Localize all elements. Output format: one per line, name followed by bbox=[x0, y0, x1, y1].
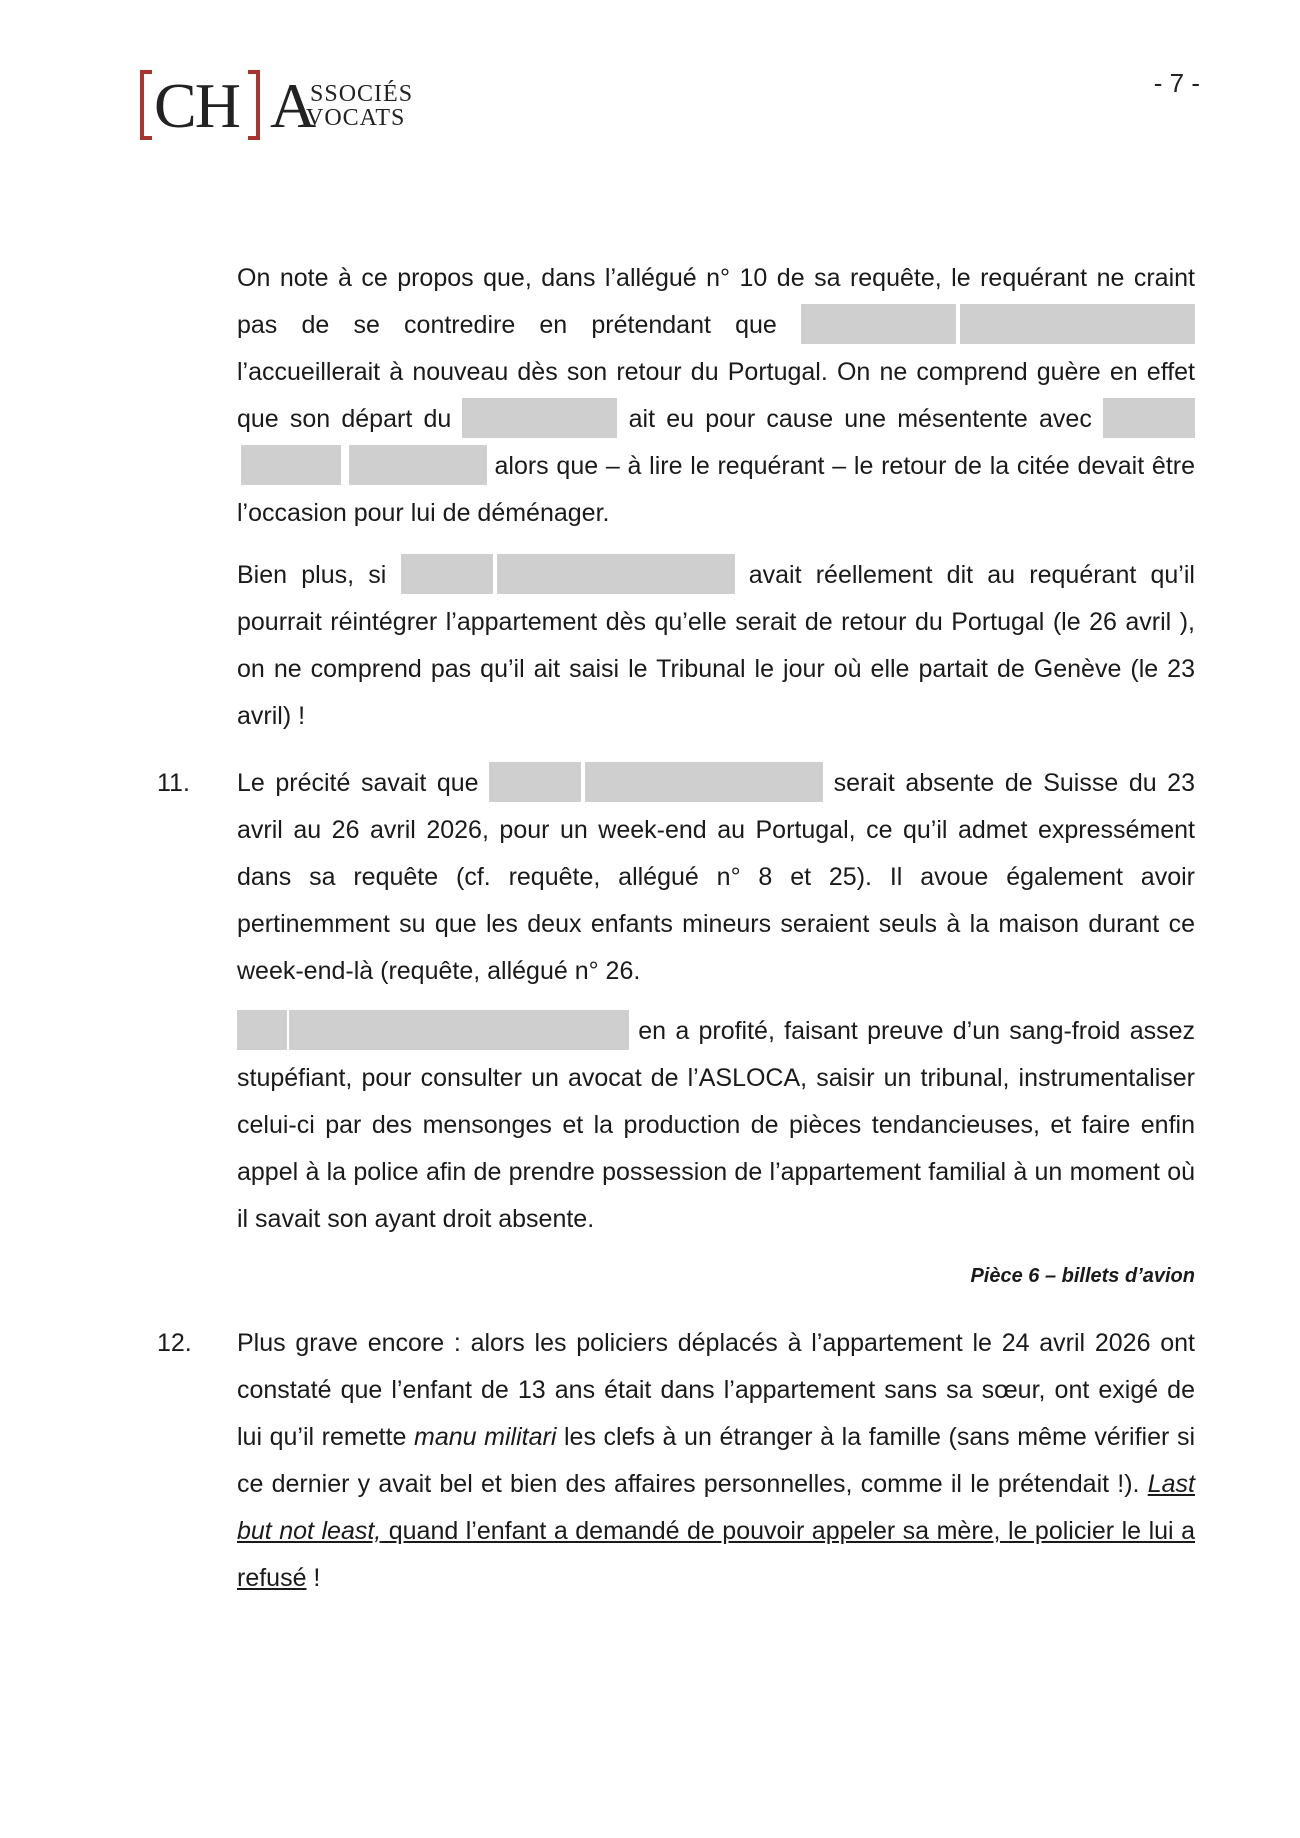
logo-associes: SSOCIÉS bbox=[310, 81, 414, 107]
s12-emphasis-2: Last but not least, bbox=[237, 1470, 1195, 1545]
p1-text-4: alors que – à lire le requérant – le retour de la citée devait être l’occasion pour lui de déménager. bbox=[237, 452, 1195, 527]
section-12-paragraph bbox=[237, 1320, 1195, 1602]
firm-logo bbox=[140, 70, 430, 142]
logo-a: A bbox=[270, 70, 317, 141]
logo-avocats: VOCATS bbox=[306, 105, 406, 131]
redaction-block bbox=[497, 554, 735, 594]
s12-text-2: les clefs à un étranger à la famille (sans même vérifier si ce dernier y avait bel et bien des affaires personnelles, comme il le prétendait !). bbox=[237, 1423, 1195, 1498]
section-number-11: 11. bbox=[157, 769, 190, 797]
redaction-block bbox=[241, 445, 341, 485]
redaction-block bbox=[489, 762, 581, 802]
redaction-block bbox=[462, 398, 617, 438]
redaction-block bbox=[349, 445, 487, 485]
section-11-paragraph bbox=[237, 760, 1195, 995]
redaction-block bbox=[960, 304, 1195, 344]
s11-text-3: en a profité, faisant preuve d’un sang-froid assez stupéfiant, pour consulter un avocat de l’ASLOCA, saisir un tribunal, instrumentaliser celui-ci par des mensonges et la production de pièces tendancieuses, et faire enfin appel à la police afin de prendre possession de l’appartement familial à un moment où il savait son ayant droit absente. bbox=[237, 1017, 1195, 1233]
page-number: - 7 - bbox=[1153, 68, 1200, 98]
redaction-block bbox=[801, 304, 956, 344]
redaction-block bbox=[401, 554, 493, 594]
logo-ch: CH bbox=[154, 70, 239, 141]
p2-text-2: avait réellement dit au requérant qu’il pourrait réintégrer l’appartement dès qu’elle serait de retour du Portugal (le 26 avril ), on ne comprend pas qu’il ait saisi le Tribunal le jour où elle partait de Genève (le 23 avril) ! bbox=[237, 561, 1195, 730]
paragraph-2 bbox=[237, 552, 1195, 740]
s12-emphasis-1: manu militari bbox=[414, 1423, 557, 1451]
redaction-block bbox=[237, 1010, 287, 1050]
section-11-paragraph-2 bbox=[237, 1008, 1195, 1243]
logo-left-bracket bbox=[140, 70, 144, 140]
redaction-block bbox=[585, 762, 823, 802]
p1-text-2: l’accueillerait à nouveau dès son retour du Portugal. On ne comprend guère en effet que son départ du bbox=[237, 358, 1195, 433]
p1-text-1: On note à ce propos que, dans l’allégué n° 10 de sa requête, le requérant ne craint pas de se contredire en prétendant que bbox=[237, 264, 1195, 339]
p2-text-1: Bien plus, si bbox=[237, 561, 401, 589]
section-number-12: 12. bbox=[157, 1329, 192, 1357]
redaction-block bbox=[289, 1010, 629, 1050]
paragraph-1 bbox=[237, 255, 1195, 537]
s11-text-2: serait absente de Suisse du 23 avril au 26 avril 2026, pour un week-end au Portugal, ce qu’il admet expressément dans sa requête (cf. requête, allégué n° 8 et 25). Il avoue également avoir pertinemment su que les deux enfants mineurs seraient seuls à la maison durant ce week-end-là (requête, allégué n° 26. bbox=[237, 769, 1195, 985]
s11-text-1: Le précité savait que bbox=[237, 769, 490, 797]
redaction-block bbox=[1103, 398, 1195, 438]
s12-text-1: Plus grave encore : alors les policiers déplacés à l’appartement le 24 avril 2026 ont constaté que l’enfant de 13 ans était dans l’appartement sans sa sœur, ont exigé de lui qu’il remette bbox=[237, 1329, 1195, 1451]
exhibit-reference: Pièce 6 – billets d’avion bbox=[970, 1265, 1195, 1287]
p1-text-3: ait eu pour cause une mésentente avec bbox=[617, 405, 1103, 433]
logo-right-bracket bbox=[256, 70, 260, 140]
s12-underlined-text: quand l’enfant a demandé de pouvoir appeler sa mère, le policier le lui a refusé bbox=[237, 1517, 1195, 1592]
s12-text-5: ! bbox=[306, 1564, 321, 1592]
